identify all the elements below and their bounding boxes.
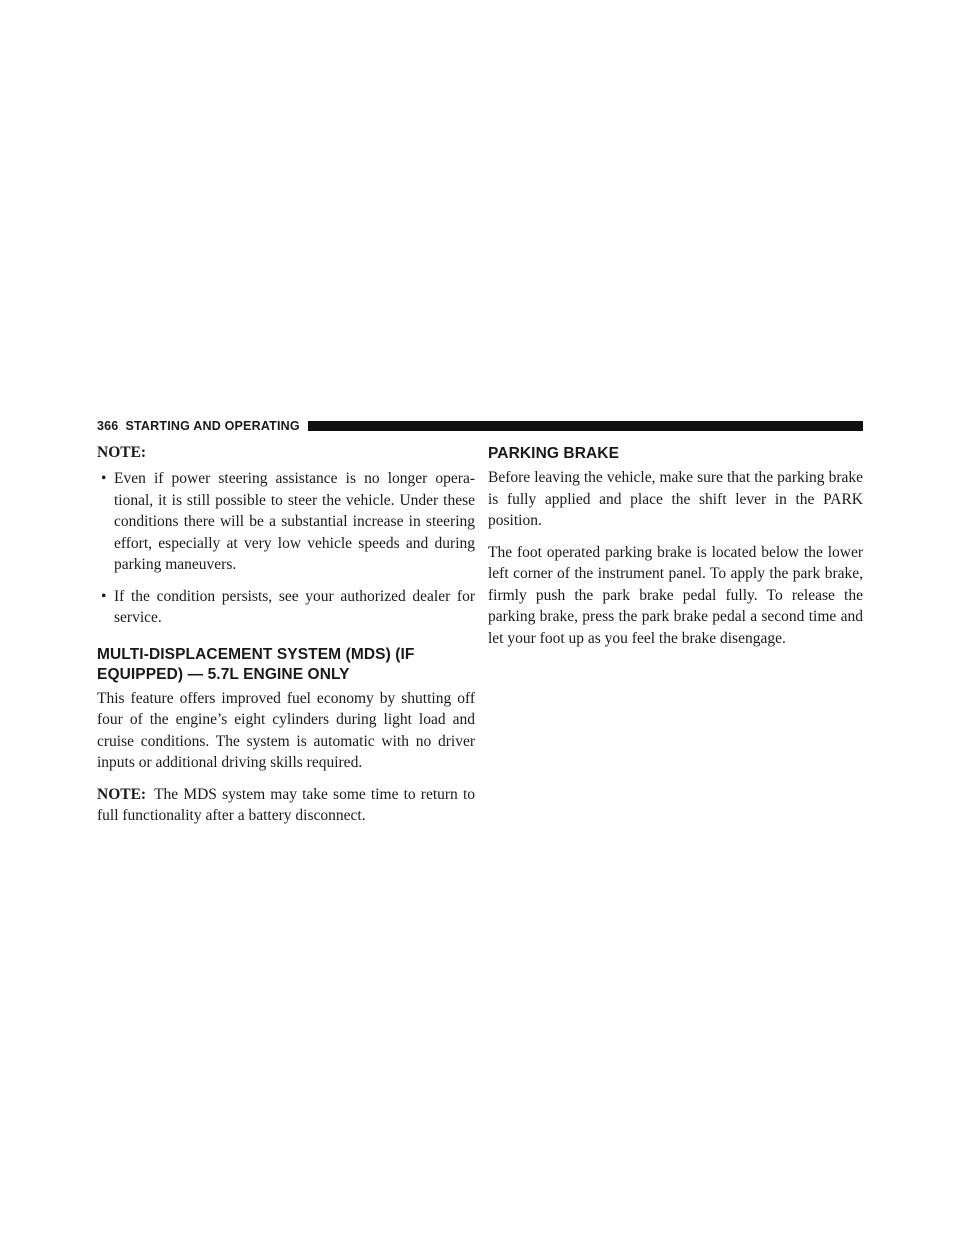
parking-brake-paragraph-2: The foot operated parking brake is located below the lower left corner of the instrument panel. To apply the park brake, firmly push the park brake pedal fully. To release the parking brake, press the park brake pedal a second time and let your foot up as you feel the brake disengage. [488,543,863,647]
header-rule [308,421,863,431]
left-column [97,444,475,837]
mds-note-text: The MDS system may take some time to return to full functionality after a battery disconnect. [97,785,475,824]
bullet-icon: • [101,470,107,487]
note-label: NOTE: [97,444,147,461]
mds-heading: MULTI-DISPLACEMENT SYSTEM (MDS) (IF EQUIPPED) — 5.7L ENGINE ONLY [97,645,415,683]
page-number: 366 [97,419,119,433]
parking-brake-heading: PARKING BRAKE [488,445,620,462]
page-header [97,418,863,434]
bullet-text: If the condition persists, see your authorized dealer for service. [114,587,475,626]
section-title: STARTING AND OPERATING [125,419,300,433]
bullet-text: Even if power steering assistance is no longer opera-tional, it is still possible to steer the vehicle. Under these conditions there will be a substantial increase in steering effort, especially at very low vehicle speeds and during parking maneuvers. [114,470,475,573]
mds-note-label: NOTE: [97,785,147,803]
note-bullet-list [97,468,475,629]
right-column [488,444,863,659]
parking-brake-paragraph-1: Before leaving the vehicle, make sure that the parking brake is fully applied and place the shift lever in the PARK position. [488,469,863,529]
list-item [97,586,475,629]
bullet-icon: • [101,587,107,605]
mds-note [97,784,475,827]
list-item [97,468,475,576]
mds-paragraph: This feature offers improved fuel economy by shutting off four of the engine’s eight cylinders during light load and cruise conditions. The system is automatic with no driver inputs or additional driving skills required. [97,689,475,771]
